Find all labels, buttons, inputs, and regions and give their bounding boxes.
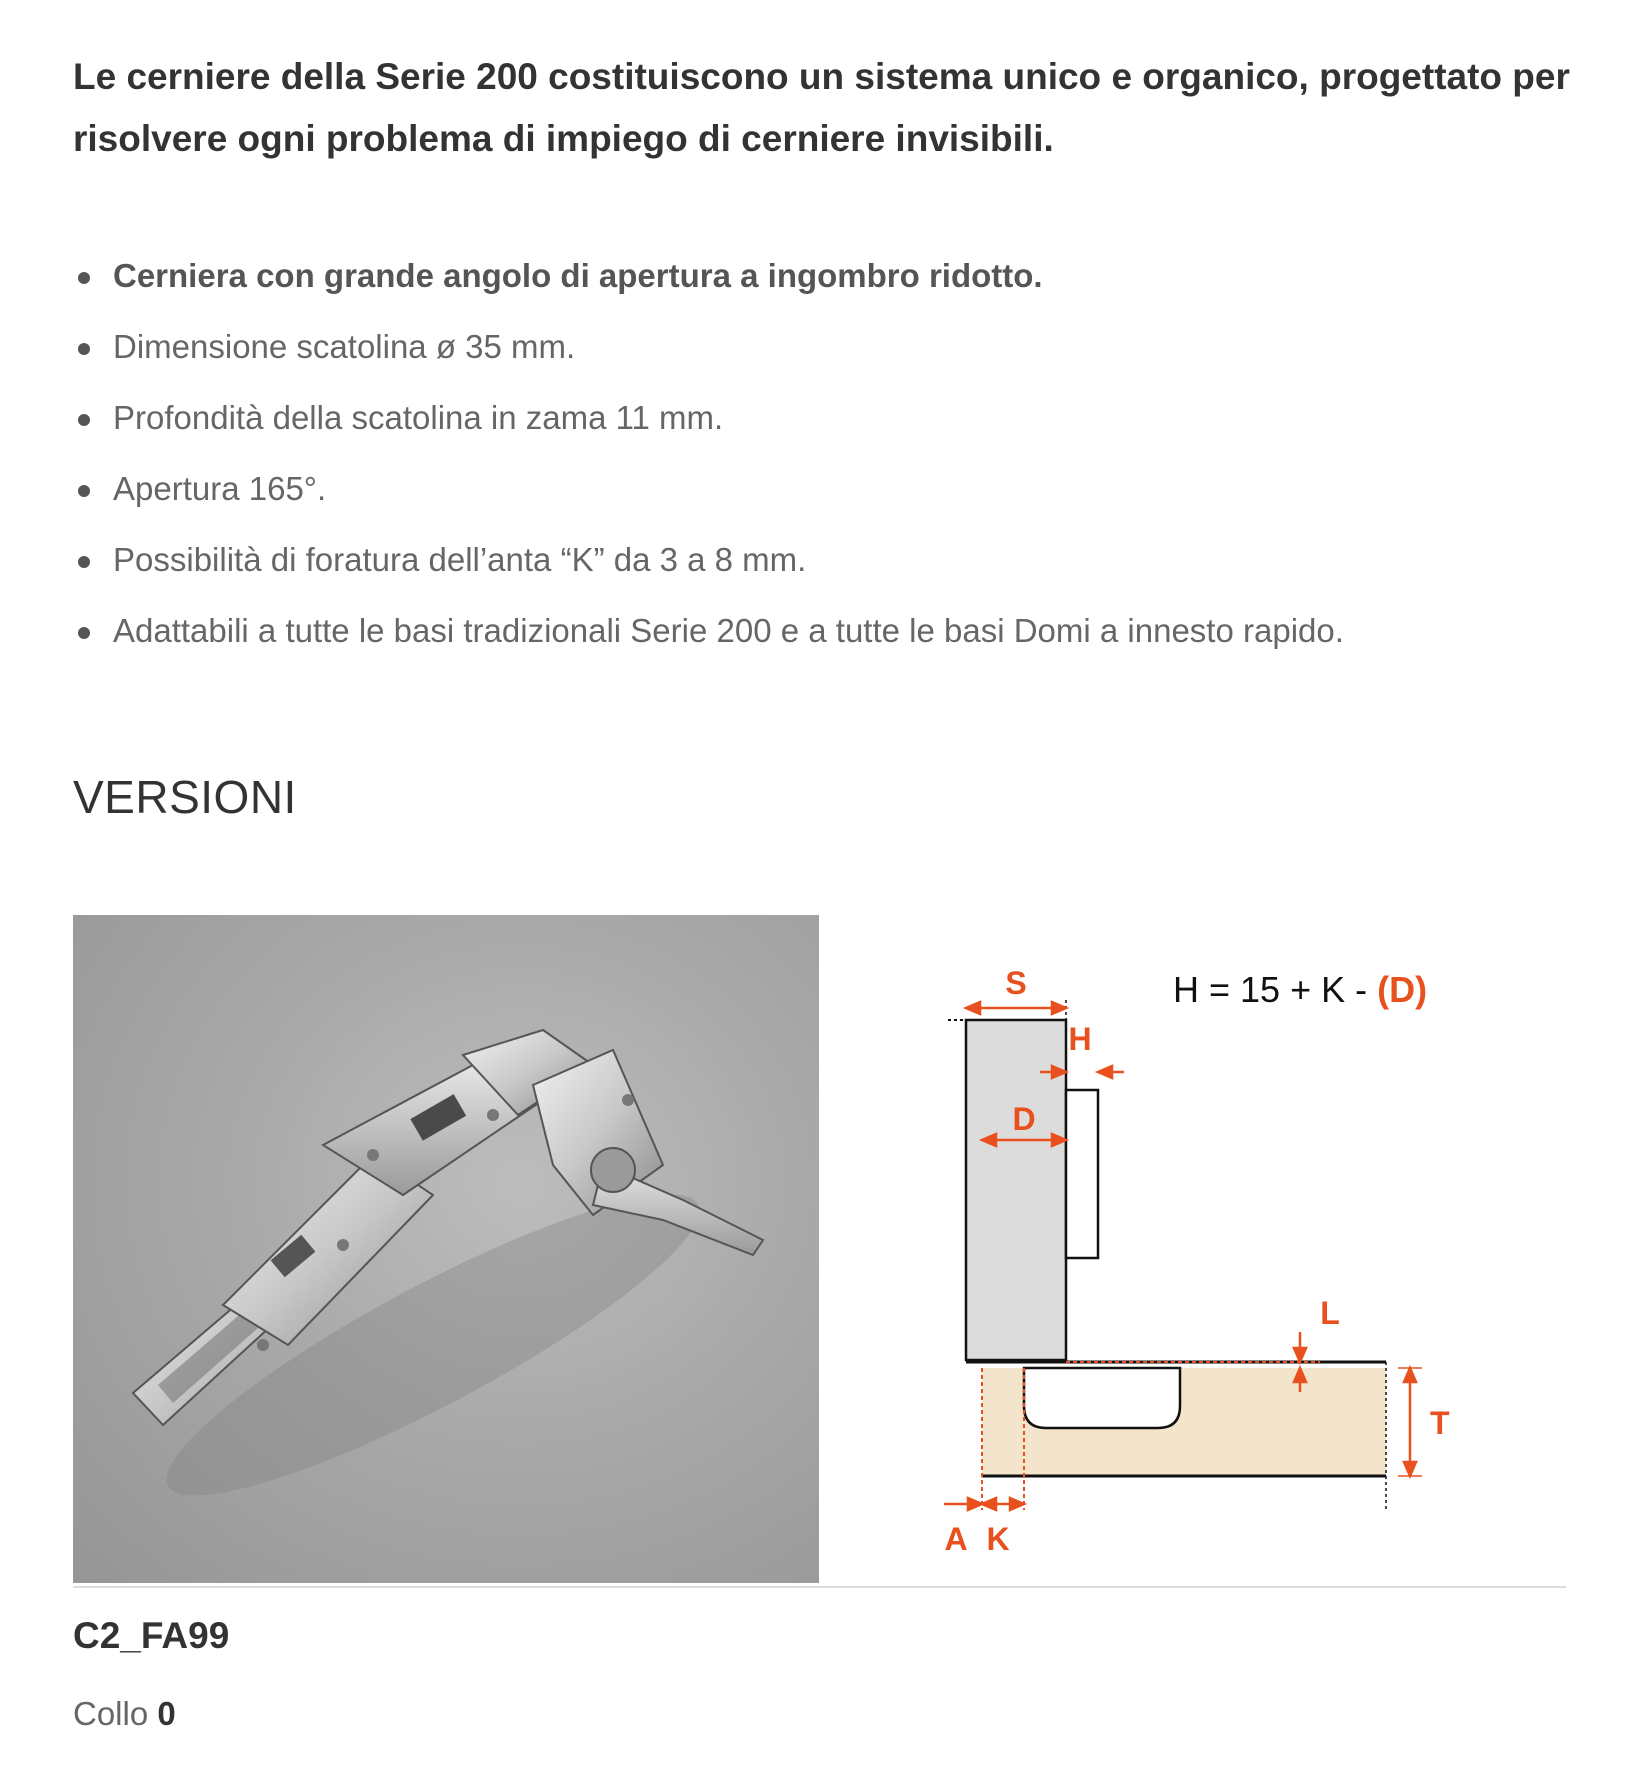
- feature-item: Apertura 165°.: [73, 458, 1613, 529]
- label-a: A: [944, 1521, 968, 1557]
- hinge-illustration: [73, 915, 819, 1583]
- feature-item: Cerniera con grande angolo di apertura a ingombro ridotto.: [73, 245, 1613, 316]
- feature-list: [73, 245, 1613, 671]
- intro-text: Le cerniere della Serie 200 costituiscono un sistema unico e organico, progettato per risolvere ogni problema di impiego di cerniere invisibili.: [73, 56, 1570, 159]
- feature-item: Profondità della scatolina in zama 11 mm.: [73, 387, 1613, 458]
- collo-label: Collo: [73, 1695, 149, 1732]
- label-s: S: [1005, 965, 1027, 1001]
- versions-heading: VERSIONI: [73, 771, 297, 823]
- feature-item: Adattabili a tutte le basi tradizionali Serie 200 e a tutte le basi Domi a innesto rapido.: [73, 600, 1613, 671]
- label-h: H: [1068, 1021, 1092, 1057]
- feature-item: Possibilità di foratura dell’anta “K” da 3 a 8 mm.: [73, 529, 1613, 600]
- collo-value: 0: [157, 1695, 176, 1732]
- label-l: L: [1320, 1295, 1340, 1331]
- label-d: D: [1012, 1101, 1036, 1137]
- hinge-cup: [1024, 1368, 1180, 1428]
- label-t: T: [1430, 1405, 1450, 1441]
- section-divider: [73, 1586, 1566, 1588]
- label-k: K: [986, 1521, 1010, 1557]
- dimension-drawing: [900, 920, 1600, 1580]
- dimension-formula: H = 15 + K - (D): [1173, 969, 1428, 1010]
- collo-line: [73, 1695, 176, 1733]
- mounting-plate: [1066, 1090, 1098, 1258]
- hinge-dimension-diagram: [900, 920, 1600, 1580]
- product-code: C2_FA99: [73, 1615, 230, 1656]
- hinge-photo: [73, 915, 819, 1583]
- feature-item: Dimensione scatolina ø 35 mm.: [73, 316, 1613, 387]
